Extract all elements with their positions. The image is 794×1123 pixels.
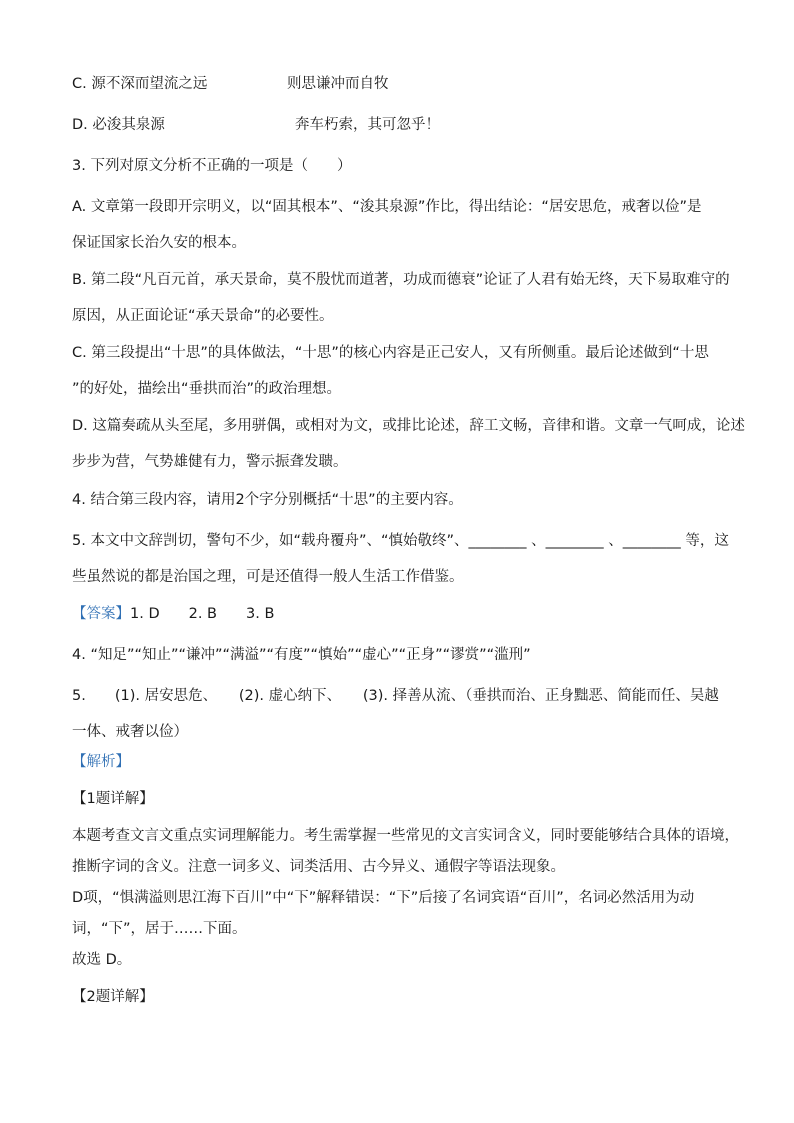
answer-label: 【答案】 <box>72 606 130 622</box>
option-c-right: 则思谦冲而自牧 <box>287 76 389 92</box>
q1-d-line2: 词，“下”，居于……下面。 <box>72 921 247 937</box>
q3-option-b-line2: 原因，从正面论证“承天景命”的必要性。 <box>72 308 334 324</box>
q1-body-line1: 本题考查文言文重点实词理解能力。考生需掌握一些常见的文言实词含义，同时要能够结合具体的语境， <box>72 828 739 844</box>
analysis-label: 【解析】 <box>72 754 130 770</box>
option-d-right: 奔车朽索，其可忽乎！ <box>295 117 440 133</box>
q1-detail-heading: 【1题详解】 <box>72 791 154 807</box>
question-4: 4. 结合第三段内容，请用2个字分别概括“十思”的主要内容。 <box>72 492 463 508</box>
answer-line2: 4. “知足”“知止”“谦冲”“满溢”“有度”“慎始”“虚心”“正身”“谬赏”“滥刑” <box>72 647 531 663</box>
answer-choices: 1. D 2. B 3. B <box>130 606 275 622</box>
question-5-line1: 5. 本文中文辞剀切，警句不少，如“载舟覆舟”、“慎始敬终”、________ 、________ 、________ 等，这 <box>72 533 729 549</box>
q1-body-line2: 推断字词的含义。注意一词多义、词类活用、古今异义、通假字等语法现象。 <box>72 859 565 875</box>
q3-option-a-line1: A. 文章第一段即开宗明义，以“固其根本”、“浚其泉源”作比，得出结论：“居安思危，戒奢以俭”是 <box>72 199 702 215</box>
q3-option-d-line2: 步步为营，气势雄健有力，警示振聋发聩。 <box>72 454 348 470</box>
q1-conclusion: 故选 D。 <box>72 952 132 968</box>
q3-option-d-line1: D. 这篇奏疏从头至尾，多用骈偶，或相对为文，或排比论述，辞工文畅，音律和谐。文章一气呵成，论述 <box>72 418 745 434</box>
q3-option-c-line1: C. 第三段提出“十思”的具体做法，“十思”的核心内容是正己安人，又有所侧重。最后论述做到“十思 <box>72 345 709 361</box>
option-d-left: D. 必浚其泉源 <box>72 117 165 133</box>
question-3-stem: 3. 下列对原文分析不正确的一项是（ ） <box>72 158 352 174</box>
q3-option-b-line1: B. 第二段“凡百元首，承天景命，莫不殷忧而道著，功成而德衰”论证了人君有始无终，天下易取难守的 <box>72 272 730 288</box>
q3-option-a-line2: 保证国家长治久安的根本。 <box>72 235 246 251</box>
q1-d-line1: D项，“惧满溢则思江海下百川”中“下”解释错误：“下”后接了名词宾语“百川”，名词必然活用为动 <box>72 890 695 906</box>
q2-detail-heading: 【2题详解】 <box>72 989 154 1005</box>
answer-line1 <box>72 604 274 624</box>
answer-line4: 一体、戒奢以俭） <box>72 724 188 740</box>
option-c-left: C. 源不深而望流之远 <box>72 76 208 92</box>
q3-option-c-line2: ”的好处，描绘出“垂拱而治”的政治理想。 <box>72 381 342 397</box>
question-5-line2: 些虽然说的都是治国之理，可是还值得一般人生活工作借鉴。 <box>72 569 464 585</box>
answer-line3: 5. (1). 居安思危、 (2). 虚心纳下、 (3). 择善从流、（垂拱而治、正身黜恶、简能而任、吴越 <box>72 688 719 704</box>
